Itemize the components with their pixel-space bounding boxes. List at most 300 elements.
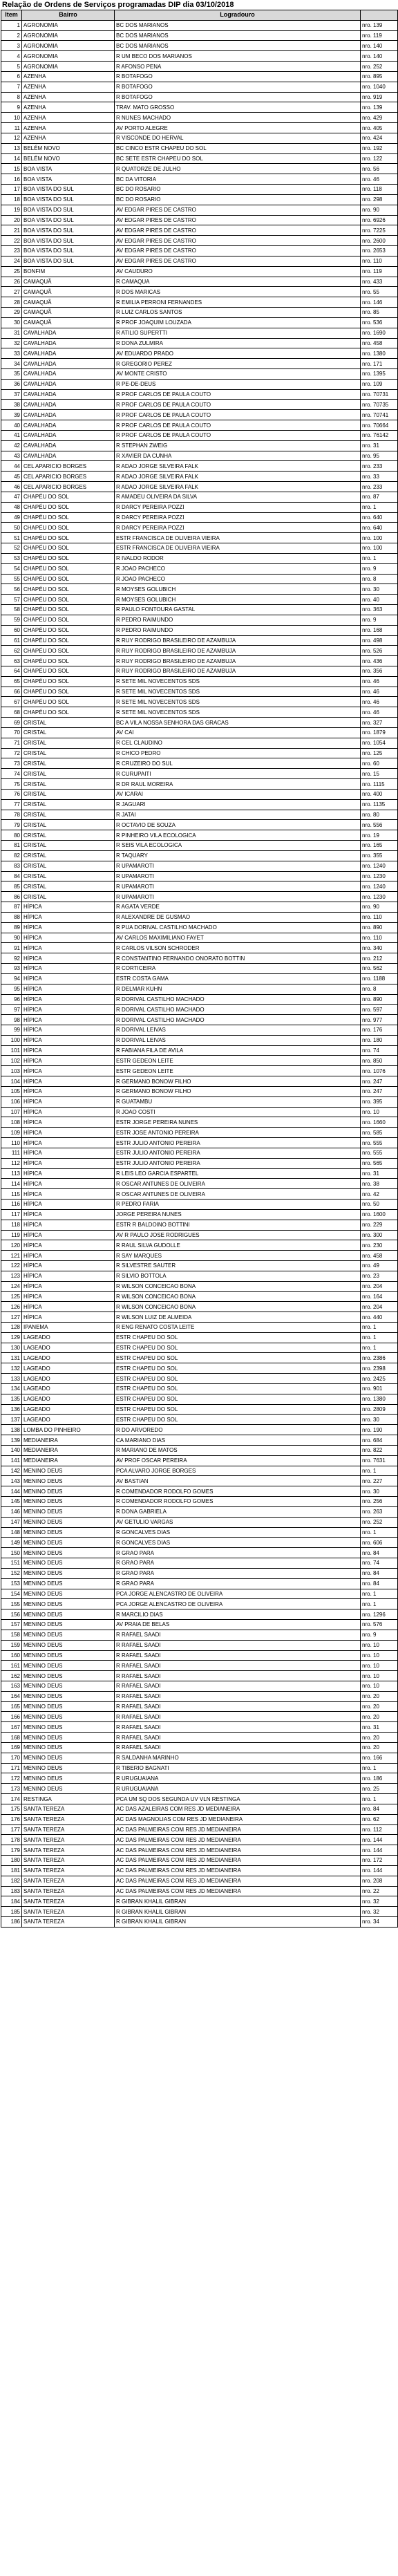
table-row — [1, 1538, 398, 1548]
logradouro-cell: R DARCY PEREIRA POZZI — [115, 502, 361, 512]
logradouro-cell: AV EDGAR PIRES DE CASTRO — [115, 205, 361, 215]
numero-cell: nro. 822 — [361, 1445, 398, 1455]
logradouro-cell: AV EDUARDO PRADO — [115, 348, 361, 359]
numero-cell: nro. 7631 — [361, 1455, 398, 1466]
numero-cell: nro. 10 — [361, 1681, 398, 1691]
table-row — [1, 492, 398, 502]
numero-cell: nro. 8 — [361, 984, 398, 994]
bairro-cell: HÍPICA — [22, 973, 115, 984]
logradouro-cell: R UPAMAROTI — [115, 881, 361, 892]
numero-cell: nro. 46 — [361, 707, 398, 718]
item-cell: 108 — [1, 1117, 22, 1128]
bairro-cell: HÍPICA — [22, 1056, 115, 1066]
bairro-cell: HÍPICA — [22, 1045, 115, 1056]
item-cell: 99 — [1, 1025, 22, 1035]
logradouro-cell: R RAFAEL SAADI — [115, 1722, 361, 1733]
item-cell: 66 — [1, 687, 22, 697]
item-cell: 34 — [1, 359, 22, 369]
item-cell: 30 — [1, 317, 22, 328]
numero-cell: nro. 25 — [361, 1784, 398, 1794]
numero-cell: nro. 100 — [361, 543, 398, 554]
table-row — [1, 1271, 398, 1281]
item-cell: 39 — [1, 410, 22, 420]
item-cell: 4 — [1, 51, 22, 62]
table-row — [1, 1896, 398, 1907]
table-row — [1, 1312, 398, 1323]
bairro-cell: MENINO DEUS — [22, 1578, 115, 1589]
item-cell: 14 — [1, 153, 22, 164]
logradouro-cell: AC DAS PALMEIRAS COM RES JD MEDIANEIRA — [115, 1886, 361, 1896]
numero-cell: nro. 9 — [361, 563, 398, 574]
item-cell: 136 — [1, 1404, 22, 1415]
item-cell: 131 — [1, 1353, 22, 1363]
logradouro-cell: BC DOS MARIANOS — [115, 20, 361, 30]
table-row — [1, 1661, 398, 1671]
numero-cell: nro. 192 — [361, 143, 398, 153]
logradouro-cell: R PAULO FONTOURA GASTAL — [115, 605, 361, 615]
numero-cell: nro. 30 — [361, 1415, 398, 1425]
logradouro-cell: R CHICO PEDRO — [115, 748, 361, 758]
bairro-cell: BOA VISTA DO SUL — [22, 194, 115, 205]
numero-cell: nro. 850 — [361, 1056, 398, 1066]
logradouro-cell: R GIBRAN KHALIL GIBRAN — [115, 1896, 361, 1907]
item-cell: 52 — [1, 543, 22, 554]
bairro-cell: BOA VISTA DO SUL — [22, 215, 115, 225]
item-cell: 88 — [1, 912, 22, 922]
numero-cell: nro. 340 — [361, 943, 398, 953]
table-row — [1, 133, 398, 143]
item-cell: 118 — [1, 1220, 22, 1230]
item-cell: 67 — [1, 697, 22, 707]
logradouro-cell: R ALEXANDRE DE GUSMAO — [115, 912, 361, 922]
table-row — [1, 984, 398, 994]
table-row — [1, 902, 398, 913]
table-row — [1, 317, 398, 328]
bairro-cell: CRISTAL — [22, 779, 115, 790]
table-row — [1, 1876, 398, 1886]
bairro-cell: SANTA TEREZA — [22, 1886, 115, 1896]
logradouro-cell: ESTR CHAPEU DO SOL — [115, 1353, 361, 1363]
table-row — [1, 1773, 398, 1784]
logradouro-cell: AV EDGAR PIRES DE CASTRO — [115, 215, 361, 225]
item-cell: 17 — [1, 185, 22, 195]
logradouro-cell: PCA UM SQ DOS SEGUNDA UV VLN RESTINGA — [115, 1794, 361, 1804]
table-row — [1, 215, 398, 225]
logradouro-cell: R UM BECO DOS MARIANOS — [115, 51, 361, 62]
table-row — [1, 1824, 398, 1835]
table-row — [1, 123, 398, 133]
item-cell: 11 — [1, 123, 22, 133]
numero-cell: nro. 87 — [361, 492, 398, 502]
numero-cell: nro. 33 — [361, 472, 398, 482]
table-row — [1, 779, 398, 790]
table-row — [1, 1189, 398, 1200]
bairro-cell: SANTA TEREZA — [22, 1824, 115, 1835]
numero-cell: nro. 263 — [361, 1506, 398, 1517]
numero-cell: nro. 109 — [361, 379, 398, 389]
numero-cell: nro. 46 — [361, 697, 398, 707]
bairro-cell: LOMBA DO PINHEIRO — [22, 1425, 115, 1435]
item-cell: 80 — [1, 830, 22, 841]
numero-cell: nro. 74 — [361, 1045, 398, 1056]
item-cell: 104 — [1, 1076, 22, 1087]
bairro-cell: AGRONOMIA — [22, 20, 115, 30]
item-cell: 13 — [1, 143, 22, 153]
item-cell: 53 — [1, 553, 22, 563]
logradouro-cell: PCA ALVARO JORGE BORGES — [115, 1466, 361, 1476]
bairro-cell: LAGEADO — [22, 1332, 115, 1343]
bairro-cell: CRISTAL — [22, 799, 115, 810]
bairro-cell: CHAPÉU DO SOL — [22, 533, 115, 543]
logradouro-cell: BC DA VITORIA — [115, 174, 361, 185]
bairro-cell: HÍPICA — [22, 912, 115, 922]
bairro-cell: MENINO DEUS — [22, 1497, 115, 1507]
item-cell: 57 — [1, 595, 22, 605]
item-cell: 124 — [1, 1281, 22, 1291]
item-cell: 5 — [1, 62, 22, 72]
table-row — [1, 430, 398, 440]
logradouro-cell: R AFONSO PENA — [115, 62, 361, 72]
numero-cell: nro. 84 — [361, 1548, 398, 1558]
table-row — [1, 1835, 398, 1845]
table-row — [1, 1681, 398, 1691]
item-cell: 160 — [1, 1650, 22, 1661]
bairro-cell: CHAPÉU DO SOL — [22, 563, 115, 574]
numero-cell: nro. 90 — [361, 205, 398, 215]
item-cell: 58 — [1, 605, 22, 615]
numero-cell: nro. 22 — [361, 1886, 398, 1896]
table-row — [1, 1179, 398, 1189]
bairro-cell: SANTA TEREZA — [22, 1876, 115, 1886]
item-cell: 73 — [1, 758, 22, 769]
numero-cell: nro. 112 — [361, 1824, 398, 1835]
item-cell: 147 — [1, 1517, 22, 1527]
logradouro-cell: R STEPHAN ZWEIG — [115, 440, 361, 451]
bairro-cell: CHAPÉU DO SOL — [22, 492, 115, 502]
item-cell: 121 — [1, 1251, 22, 1261]
bairro-cell: MENINO DEUS — [22, 1701, 115, 1712]
logradouro-cell: R ADAO JORGE SILVEIRA FALK — [115, 472, 361, 482]
logradouro-cell: AV PRAIA DE BELAS — [115, 1620, 361, 1630]
numero-cell: nro. 20 — [361, 1712, 398, 1722]
logradouro-cell: AV CARLOS MAXIMILIANO FAYET — [115, 933, 361, 943]
logradouro-cell: ESTR CHAPEU DO SOL — [115, 1374, 361, 1384]
bairro-cell: LAGEADO — [22, 1374, 115, 1384]
bairro-cell: CAVALHADA — [22, 430, 115, 440]
item-cell: 89 — [1, 922, 22, 933]
logradouro-cell: AV CAUDURO — [115, 266, 361, 277]
numero-cell: nro. 356 — [361, 666, 398, 677]
numero-cell: nro. 19 — [361, 830, 398, 841]
item-cell: 38 — [1, 400, 22, 410]
item-cell: 51 — [1, 533, 22, 543]
item-cell: 181 — [1, 1865, 22, 1876]
item-cell: 35 — [1, 368, 22, 379]
bairro-cell: RESTINGA — [22, 1794, 115, 1804]
numero-cell: nro. 171 — [361, 359, 398, 369]
bairro-cell: AZENHA — [22, 113, 115, 123]
item-cell: 12 — [1, 133, 22, 143]
item-cell: 90 — [1, 933, 22, 943]
logradouro-cell: R DO ARVOREDO — [115, 1425, 361, 1435]
bairro-cell: CHAPÉU DO SOL — [22, 512, 115, 523]
item-cell: 122 — [1, 1261, 22, 1271]
logradouro-cell: ESTR JULIO ANTONIO PEREIRA — [115, 1138, 361, 1148]
numero-cell: nro. 208 — [361, 1876, 398, 1886]
logradouro-cell: BC CINCO ESTR CHAPEU DO SOL — [115, 143, 361, 153]
table-row — [1, 543, 398, 554]
table-row — [1, 266, 398, 277]
bairro-cell: BOA VISTA DO SUL — [22, 205, 115, 215]
item-cell: 28 — [1, 297, 22, 308]
logradouro-cell: ESTR GEDEON LEITE — [115, 1056, 361, 1066]
table-row — [1, 1086, 398, 1096]
logradouro-cell: R SILVESTRE SAUTER — [115, 1261, 361, 1271]
logradouro-cell: R PUA DORIVAL CASTILHO MACHADO — [115, 922, 361, 933]
item-cell: 163 — [1, 1681, 22, 1691]
bairro-cell: MENINO DEUS — [22, 1558, 115, 1569]
bairro-cell: CRISTAL — [22, 881, 115, 892]
logradouro-cell: R URUGUAIANA — [115, 1784, 361, 1794]
bairro-cell: HÍPICA — [22, 1168, 115, 1179]
item-cell: 22 — [1, 236, 22, 246]
numero-cell: nro. 46 — [361, 174, 398, 185]
logradouro-cell: R MOYSES GOLUBICH — [115, 595, 361, 605]
numero-cell: nro. 6926 — [361, 215, 398, 225]
logradouro-cell: R PROF CARLOS DE PAULA COUTO — [115, 389, 361, 400]
item-cell: 112 — [1, 1158, 22, 1168]
table-row — [1, 1045, 398, 1056]
logradouro-cell: R GONCALVES DIAS — [115, 1527, 361, 1538]
logradouro-cell: AV EDGAR PIRES DE CASTRO — [115, 246, 361, 256]
logradouro-cell: R RUY RODRIGO BRASILEIRO DE AZAMBUJA — [115, 656, 361, 666]
bairro-cell: SANTA TEREZA — [22, 1917, 115, 1928]
item-cell: 134 — [1, 1383, 22, 1394]
table-row — [1, 113, 398, 123]
bairro-cell: CRISTAL — [22, 861, 115, 871]
logradouro-cell: R CARLOS VILSON SCHRODER — [115, 943, 361, 953]
table-row — [1, 1404, 398, 1415]
numero-cell: nro. 1690 — [361, 328, 398, 338]
logradouro-cell: R BOTAFOGO — [115, 71, 361, 82]
item-cell: 27 — [1, 287, 22, 297]
logradouro-cell: R RAFAEL SAADI — [115, 1733, 361, 1743]
logradouro-cell: R URUGUAIANA — [115, 1773, 361, 1784]
table-row — [1, 953, 398, 964]
column-header-item: Item — [1, 10, 22, 21]
table-row — [1, 1240, 398, 1251]
numero-cell: nro. 50 — [361, 1200, 398, 1210]
item-cell: 148 — [1, 1527, 22, 1538]
bairro-cell: HÍPICA — [22, 1096, 115, 1107]
item-cell: 98 — [1, 1015, 22, 1025]
item-cell: 29 — [1, 308, 22, 318]
logradouro-cell: R AGATA VERDE — [115, 902, 361, 913]
table-row — [1, 1640, 398, 1650]
logradouro-cell: R PROF CARLOS DE PAULA COUTO — [115, 410, 361, 420]
bairro-cell: AGRONOMIA — [22, 41, 115, 51]
logradouro-cell: R SETE MIL NOVECENTOS SDS — [115, 676, 361, 687]
table-row — [1, 1517, 398, 1527]
table-row — [1, 1691, 398, 1701]
bairro-cell: MENINO DEUS — [22, 1568, 115, 1578]
table-row — [1, 533, 398, 543]
bairro-cell: CRISTAL — [22, 769, 115, 779]
item-cell: 10 — [1, 113, 22, 123]
numero-cell: nro. 70664 — [361, 420, 398, 431]
table-row — [1, 143, 398, 153]
numero-cell: nro. 890 — [361, 922, 398, 933]
item-cell: 103 — [1, 1066, 22, 1076]
item-cell: 63 — [1, 656, 22, 666]
numero-cell: nro. 1 — [361, 553, 398, 563]
table-row — [1, 1907, 398, 1917]
table-header-row — [1, 10, 398, 21]
item-cell: 109 — [1, 1128, 22, 1138]
table-row — [1, 1804, 398, 1814]
bairro-cell: HÍPICA — [22, 1138, 115, 1148]
table-row — [1, 1209, 398, 1220]
table-row — [1, 1701, 398, 1712]
table-row — [1, 1035, 398, 1045]
table-row — [1, 718, 398, 728]
item-cell: 141 — [1, 1455, 22, 1466]
numero-cell: nro. 119 — [361, 30, 398, 41]
numero-cell: nro. 684 — [361, 1435, 398, 1446]
item-cell: 8 — [1, 92, 22, 102]
bairro-cell: CHAPÉU DO SOL — [22, 574, 115, 584]
logradouro-cell: R RUY RODRIGO BRASILEIRO DE AZAMBUJA — [115, 646, 361, 656]
numero-cell: nro. 2809 — [361, 1404, 398, 1415]
logradouro-cell: R COMENDADOR RODOLFO GOMES — [115, 1497, 361, 1507]
logradouro-cell: AV GETULIO VARGAS — [115, 1517, 361, 1527]
table-row — [1, 1096, 398, 1107]
logradouro-cell: R DR RAUL MOREIRA — [115, 779, 361, 790]
item-cell: 168 — [1, 1733, 22, 1743]
table-row — [1, 1363, 398, 1374]
item-cell: 169 — [1, 1742, 22, 1753]
table-row — [1, 1261, 398, 1271]
numero-cell: nro. 166 — [361, 1753, 398, 1763]
logradouro-cell: ESTR CHAPEU DO SOL — [115, 1332, 361, 1343]
bairro-cell: CHAPÉU DO SOL — [22, 595, 115, 605]
numero-cell: nro. 2600 — [361, 236, 398, 246]
item-cell: 50 — [1, 523, 22, 533]
table-row — [1, 615, 398, 625]
table-row — [1, 71, 398, 82]
item-cell: 7 — [1, 82, 22, 92]
logradouro-cell: R RAFAEL SAADI — [115, 1712, 361, 1722]
table-row — [1, 368, 398, 379]
table-row — [1, 1609, 398, 1620]
logradouro-cell: BC A VILA NOSSA SENHORA DAS GRACAS — [115, 718, 361, 728]
logradouro-cell: AC DAS PALMEIRAS COM RES JD MEDIANEIRA — [115, 1824, 361, 1835]
bairro-cell: CAVALHADA — [22, 348, 115, 359]
item-cell: 69 — [1, 718, 22, 728]
item-cell: 165 — [1, 1701, 22, 1712]
logradouro-cell: R PEDRO FARIA — [115, 1200, 361, 1210]
table-row — [1, 30, 398, 41]
numero-cell: nro. 7225 — [361, 225, 398, 236]
bairro-cell: CHAPÉU DO SOL — [22, 697, 115, 707]
logradouro-cell: R GERMANO BONOW FILHO — [115, 1086, 361, 1096]
numero-cell: nro. 1380 — [361, 1394, 398, 1404]
item-cell: 16 — [1, 174, 22, 185]
item-cell: 164 — [1, 1691, 22, 1701]
item-cell: 140 — [1, 1445, 22, 1455]
item-cell: 153 — [1, 1578, 22, 1589]
item-cell: 119 — [1, 1230, 22, 1240]
item-cell: 179 — [1, 1845, 22, 1856]
logradouro-cell: R GRAO PARA — [115, 1558, 361, 1569]
bairro-cell: HÍPICA — [22, 1261, 115, 1271]
table-row — [1, 871, 398, 881]
table-row — [1, 1374, 398, 1384]
table-row — [1, 1230, 398, 1240]
table-row — [1, 1425, 398, 1435]
numero-cell: nro. 10 — [361, 1671, 398, 1681]
logradouro-cell: R GIBRAN KHALIL GIBRAN — [115, 1907, 361, 1917]
table-row — [1, 830, 398, 841]
item-cell: 65 — [1, 676, 22, 687]
logradouro-cell: CA MARIANO DIAS — [115, 1435, 361, 1446]
bairro-cell: HÍPICA — [22, 1158, 115, 1168]
numero-cell: nro. 555 — [361, 1138, 398, 1148]
table-row — [1, 1415, 398, 1425]
item-cell: 6 — [1, 71, 22, 82]
item-cell: 161 — [1, 1661, 22, 1671]
logradouro-cell: R RUY RODRIGO BRASILEIRO DE AZAMBUJA — [115, 635, 361, 646]
item-cell: 86 — [1, 892, 22, 902]
numero-cell: nro. 895 — [361, 71, 398, 82]
bairro-cell: HÍPICA — [22, 902, 115, 913]
item-cell: 96 — [1, 994, 22, 1005]
bairro-cell: CRISTAL — [22, 871, 115, 881]
item-cell: 87 — [1, 902, 22, 913]
table-row — [1, 1845, 398, 1856]
bairro-cell: HÍPICA — [22, 1189, 115, 1200]
logradouro-cell: R DORIVAL CASTILHO MACHADO — [115, 1015, 361, 1025]
table-row — [1, 328, 398, 338]
bairro-cell: CRISTAL — [22, 850, 115, 861]
numero-cell: nro. 30 — [361, 584, 398, 595]
bairro-cell: HÍPICA — [22, 1117, 115, 1128]
table-row — [1, 1148, 398, 1158]
table-row — [1, 635, 398, 646]
table-row — [1, 820, 398, 830]
table-row — [1, 861, 398, 871]
numero-cell: nro. 327 — [361, 718, 398, 728]
item-cell: 21 — [1, 225, 22, 236]
numero-cell: nro. 1 — [361, 1527, 398, 1538]
numero-cell: nro. 585 — [361, 1128, 398, 1138]
numero-cell: nro. 119 — [361, 266, 398, 277]
bairro-cell: CAVALHADA — [22, 359, 115, 369]
bairro-cell: SANTA TEREZA — [22, 1845, 115, 1856]
bairro-cell: CHAPÉU DO SOL — [22, 656, 115, 666]
bairro-cell: CAVALHADA — [22, 400, 115, 410]
numero-cell: nro. 212 — [361, 953, 398, 964]
logradouro-cell: AV EDGAR PIRES DE CASTRO — [115, 236, 361, 246]
logradouro-cell: R RAFAEL SAADI — [115, 1701, 361, 1712]
bairro-cell: AZENHA — [22, 82, 115, 92]
numero-cell: nro. 1054 — [361, 738, 398, 748]
item-cell: 83 — [1, 861, 22, 871]
numero-cell: nro. 186 — [361, 1773, 398, 1784]
numero-cell: nro. 70741 — [361, 410, 398, 420]
bairro-cell: MENINO DEUS — [22, 1742, 115, 1753]
item-cell: 81 — [1, 841, 22, 851]
